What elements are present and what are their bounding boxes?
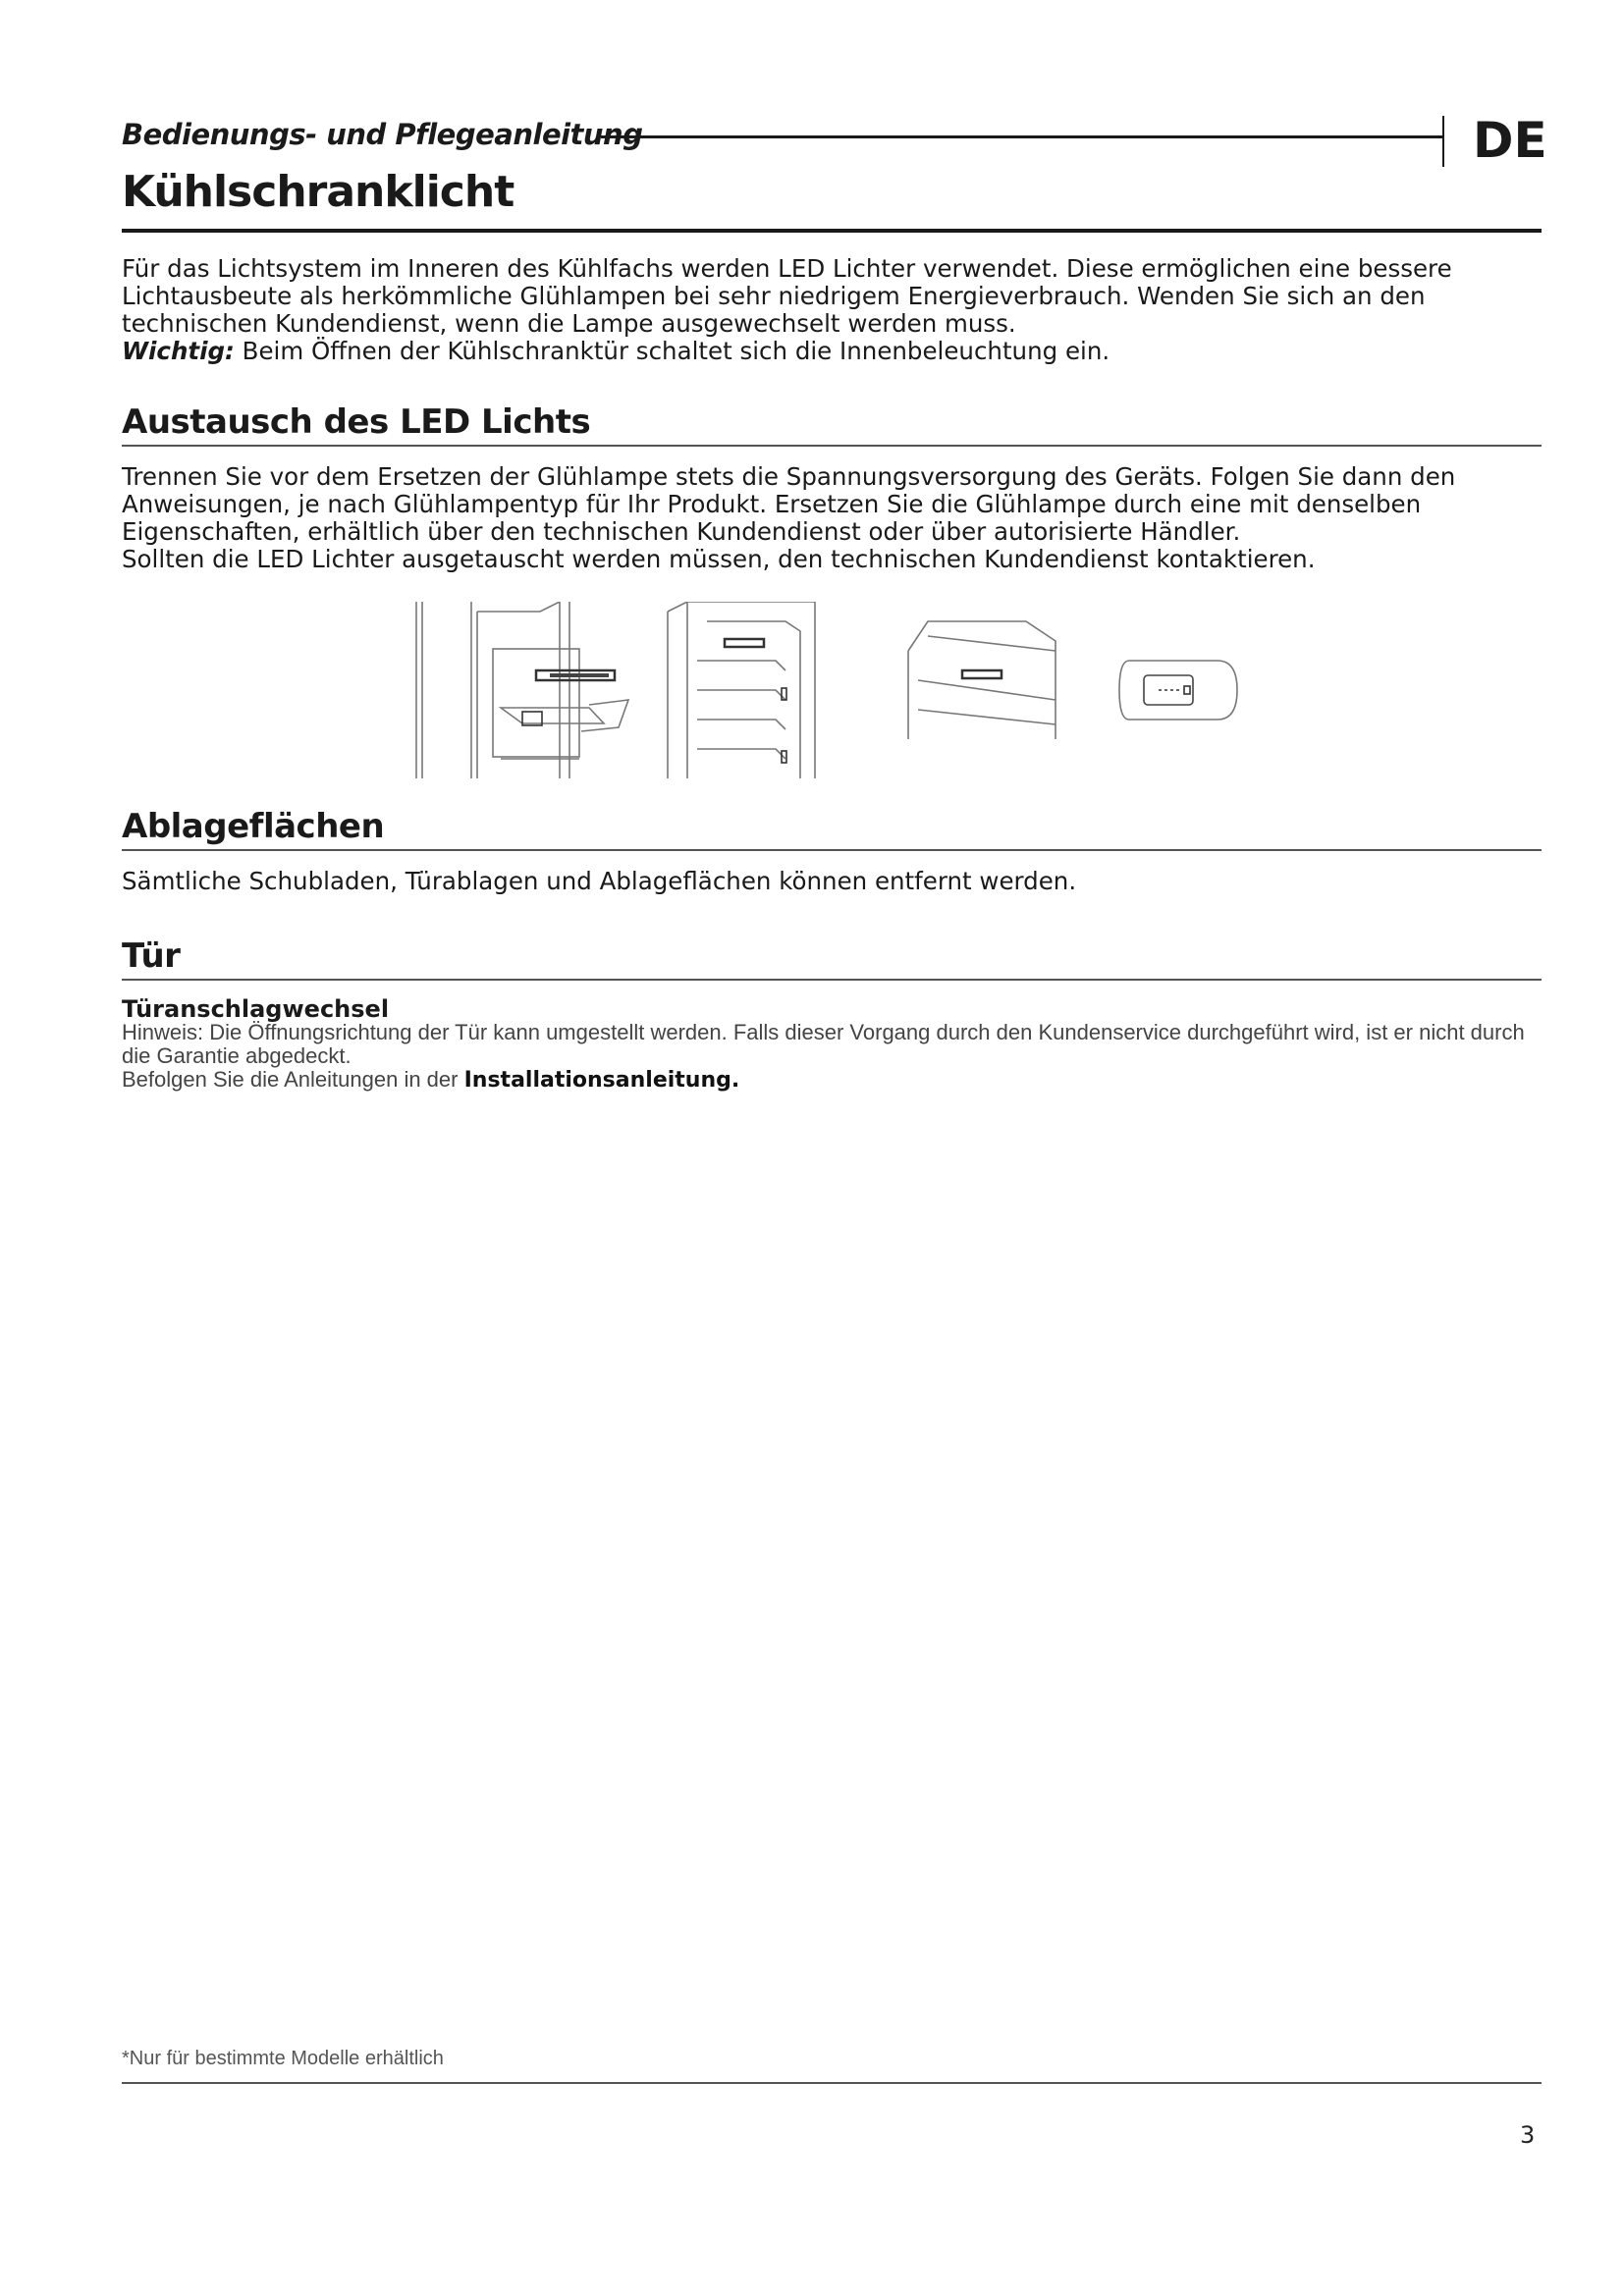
shelves-text [122,868,1536,895]
led-text [122,463,1536,573]
led-replacement-illustrations [412,602,1276,778]
led-fixture-illustration [908,621,1056,739]
important-note [122,338,1536,365]
section-rule-door [122,979,1542,981]
section-rule-led [122,445,1542,447]
installation-guide-reference: Installationsanleitung. [463,1068,740,1093]
door-note: Hinweis: Die Öffnungsrichtung der Tür kann umgestellt werden. Falls dieser Vorgang durch den Kundenservice durchgeführt wird, ist er nicht durch die Garantie abgedeckt. [122,1020,1525,1068]
page-title: Kühlschranklicht [122,167,514,217]
page-number: 3 [1520,2121,1536,2149]
footnote: *Nur für bestimmte Modelle erhältlich [122,2048,444,2069]
section-title-shelves: Ablageflächen [122,807,385,846]
led-paragraph-1: Trennen Sie vor dem Ersetzen der Glühlampe stets die Spannungsversorgung des Geräts. Folgen Sie dann den Anweisungen, je nach Glühlampentyp für Ihr Produkt. Ersetzen Sie die Glühlampe durch eine mit denselben Eigenschaften, erhältlich über den technischen Kundendienst oder über autorisierte Händler. [122,462,1456,546]
intro-paragraph: Für das Lichtsystem im Inneren des Kühlfachs werden LED Lichter verwendet. Diese ermöglichen eine bessere Lichtausbeute als herkömmliche Glühlampen bei sehr niedrigem Energieverbrauch. Wenden Sie sich an den technischen Kundendienst, wenn die Lampe ausgewechselt werden muss. [122,254,1452,338]
fridge-shelves-illustration [668,602,815,778]
section-title-door: Tür [122,936,181,976]
title-rule [122,229,1542,233]
door-text [122,1021,1536,1093]
intro-text [122,255,1536,365]
language-code: DE [1473,112,1547,169]
document-type: Bedienungs- und Pflegeanleitung [122,118,643,151]
section-rule-shelves [122,849,1542,851]
door-follow-text: Befolgen Sie die Anleitungen in der [122,1067,464,1092]
important-label: Wichtig: [122,337,235,365]
shelves-paragraph: Sämtliche Schubladen, Türablagen und Ablageflächen können entfernt werden. [122,867,1077,895]
door-follow-line [122,1068,1536,1093]
led-paragraph-2: Sollten die LED Lichter ausgetauscht werden müssen, den technischen Kundendienst kontaktieren. [122,545,1316,573]
header-divider [1442,116,1444,167]
section-title-led: Austausch des LED Lichts [122,402,591,442]
fridge-interior-illustration [416,602,628,778]
important-text: Beim Öffnen der Kühlschranktür schaltet sich die Innenbeleuchtung ein. [234,337,1110,365]
led-module-illustration [1119,661,1237,720]
header-rule [601,135,1443,138]
footer-rule [122,2082,1542,2084]
subsection-title-door-reversal: Türanschlagwechsel [122,995,390,1023]
